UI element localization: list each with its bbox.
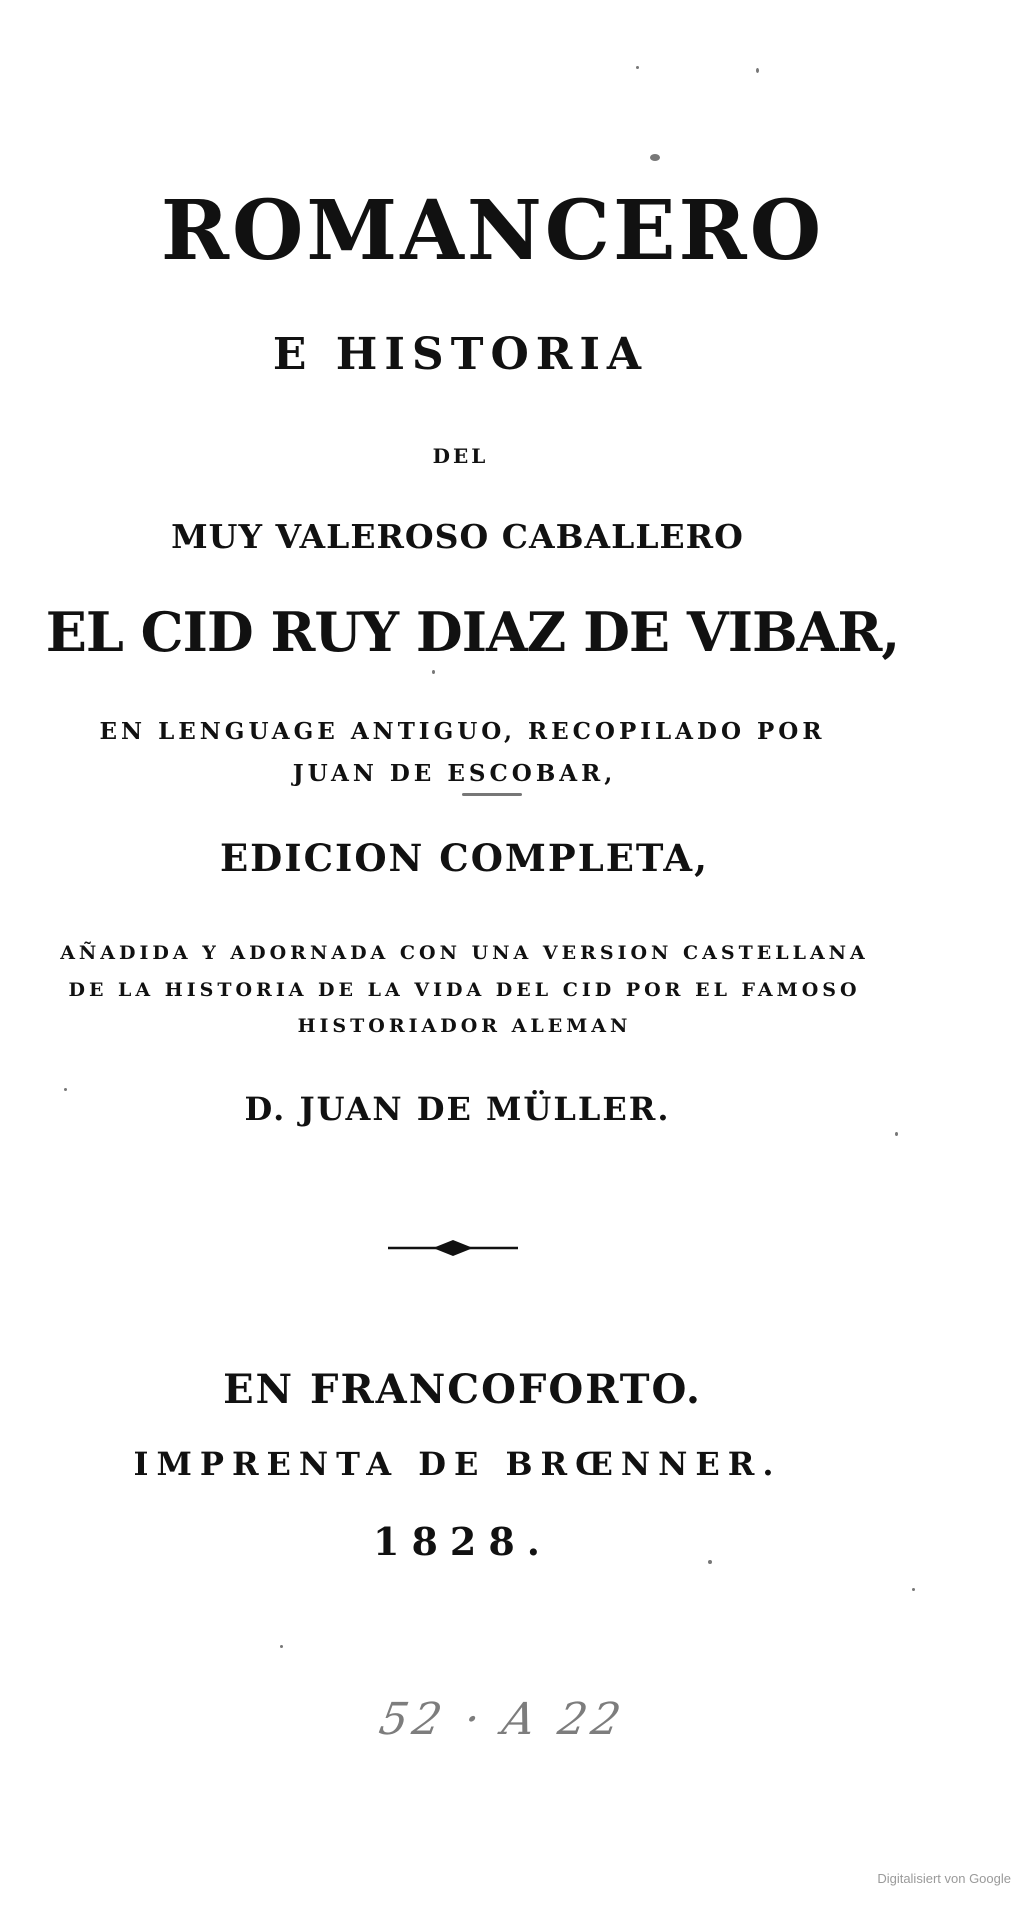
ink-speck bbox=[912, 1588, 915, 1591]
ink-speck bbox=[708, 1560, 712, 1564]
ink-speck bbox=[280, 1645, 283, 1648]
title-epithet: MUY VALEROSO CABALLERO bbox=[171, 517, 744, 556]
publication-year: 1828. bbox=[373, 1519, 552, 1564]
addition-line-3: HISTORIADOR ALEMAN bbox=[297, 1015, 632, 1037]
ink-speck bbox=[895, 1132, 898, 1136]
handwritten-shelfmark: 52 · A 22 bbox=[375, 1694, 630, 1745]
compiler-line-1: EN LENGUAGE ANTIGUO, RECOPILADO POR bbox=[99, 718, 826, 745]
digitization-watermark: Digitalisiert von Google bbox=[877, 1871, 1011, 1886]
compiler-line-2: JUAN DE ESCOBAR, bbox=[292, 760, 617, 787]
ink-speck bbox=[636, 66, 639, 69]
hero-name: EL CID RUY DIAZ DE VIBAR, bbox=[45, 600, 900, 664]
ink-speck bbox=[756, 68, 759, 73]
publication-place: EN FRANCOFORTO. bbox=[223, 1366, 702, 1413]
book-subtitle: E HISTORIA bbox=[272, 329, 649, 380]
ink-speck bbox=[432, 670, 435, 674]
book-title: ROMANCERO bbox=[160, 183, 825, 279]
printer-name: IMPRENTA DE BRŒNNER. bbox=[133, 1445, 782, 1483]
edition-statement: EDICION COMPLETA, bbox=[219, 836, 710, 880]
diamond-rule-ornament-icon bbox=[388, 1238, 518, 1258]
title-connector: DEL bbox=[432, 444, 489, 468]
pencil-underline bbox=[462, 793, 522, 796]
ink-speck bbox=[64, 1088, 67, 1091]
ink-speck bbox=[650, 154, 660, 161]
addition-line-2: DE LA HISTORIA DE LA VIDA DEL CID POR EL FAMOSO bbox=[68, 979, 861, 1001]
author-name: D. JUAN DE MÜLLER. bbox=[244, 1090, 671, 1128]
addition-line-1: AÑADIDA Y ADORNADA CON UNA VERSION CASTELLANA bbox=[60, 942, 869, 964]
